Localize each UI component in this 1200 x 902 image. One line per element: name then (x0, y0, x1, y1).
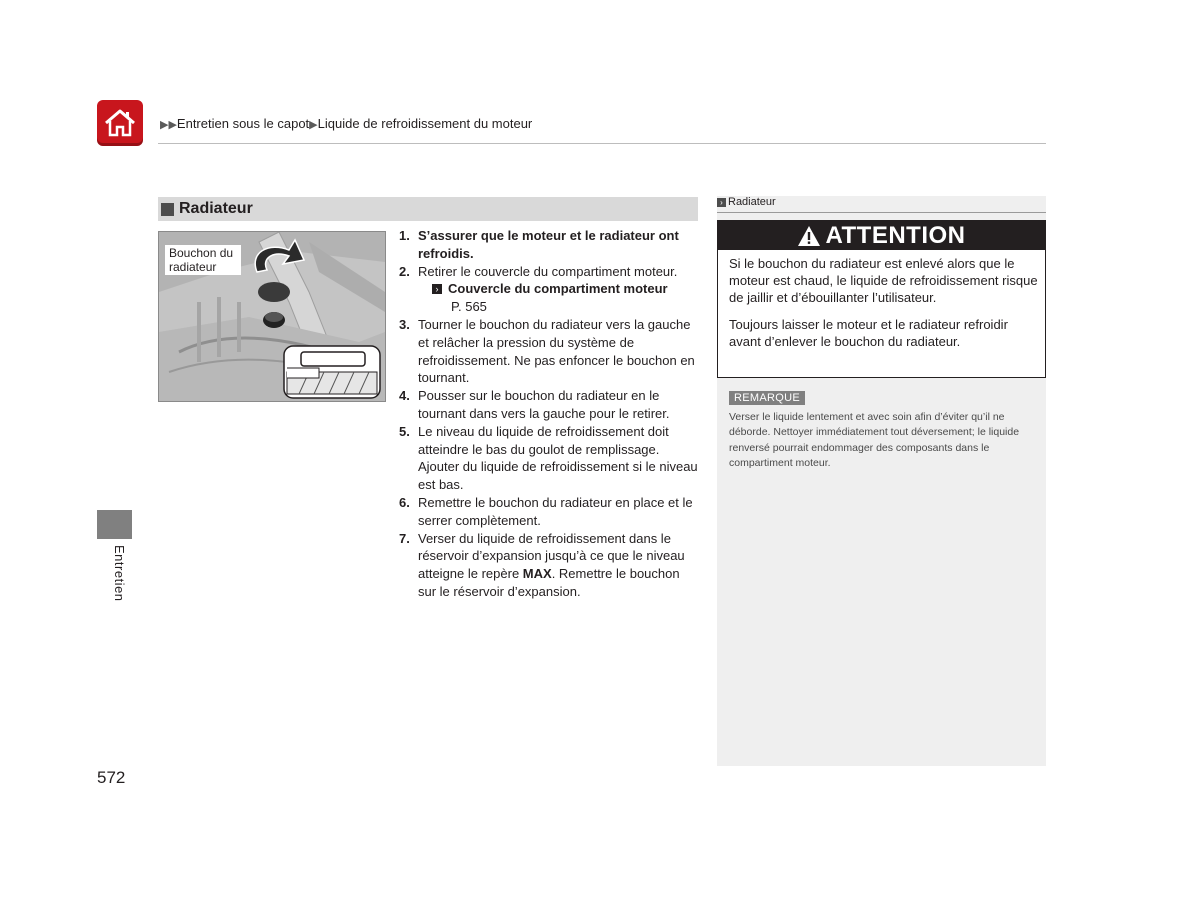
step-number: 3. (399, 316, 410, 332)
page-number: 572 (97, 768, 126, 787)
chapter-tab[interactable] (97, 510, 132, 539)
step-item (399, 530, 699, 601)
step-text: Tourner le bouchon du radiateur vers la gauche et relâcher la pression du système de refroidissement. Ne pas enfoncer le bouchon en tournant. (418, 316, 695, 386)
notes-reference-label: Radiateur (728, 196, 776, 208)
step-number: 1. (399, 228, 410, 243)
reference-page: P. 565 (451, 299, 487, 315)
section-marker-icon (161, 203, 174, 216)
step-item (399, 423, 699, 494)
step-text: Le niveau du liquide de refroidissement doit atteindre le bas du goulot de remplissage. Ajouter du liquide de refroidissement si le niveau est bas. (418, 423, 698, 493)
notes-reference-title (717, 196, 776, 208)
header-divider (158, 143, 1046, 144)
home-icon (103, 108, 137, 138)
breadcrumb-item[interactable]: Entretien sous le capot (176, 116, 310, 131)
step-number: 2. (399, 263, 410, 279)
warning-triangle-icon (797, 225, 821, 247)
step-item (399, 316, 699, 387)
illustration-callout: Bouchon du radiateur (165, 245, 241, 275)
step-text: Pousser sur le bouchon du radiateur en le tournant dans vers la gauche pour le retirer. (418, 388, 670, 421)
step-number: 4. (399, 388, 410, 404)
step-text-part: . Remettre le bouchon sur le réservoir d’expansion. (418, 566, 680, 599)
section-heading-bar (158, 197, 698, 221)
reference-arrow-icon: › (432, 284, 442, 294)
max-mark-label: MAX (522, 566, 552, 582)
attention-paragraph: Toujours laisser le moteur et le radiateur refroidir avant d’enlever le bouchon du radiateur. (729, 317, 1008, 349)
step-text-part: Verser du liquide de refroidissement dans le réservoir d’expansion jusqu’à ce que le niveau atteigne le repère (418, 530, 685, 582)
step-text: Retirer le couvercle du compartiment moteur. (418, 263, 678, 279)
cross-reference-link[interactable] (399, 280, 699, 298)
remarque-text: Verser le liquide lentement et avec soin afin d’éviter qu’il ne déborde. Nettoyer immédiatement tout déversement; le liquide renversé pourrait endommager des composants dans le compartiment moteur. (729, 411, 1020, 470)
breadcrumb-arrow-icon: ▶ (309, 119, 318, 131)
step-number: 7. (399, 530, 410, 546)
step-number: 6. (399, 494, 410, 510)
step-item (399, 227, 699, 263)
reference-title[interactable]: Couvercle du compartiment moteur (448, 281, 668, 297)
section-title: Radiateur (179, 200, 253, 217)
attention-body (729, 255, 1039, 360)
procedure-steps (399, 227, 699, 601)
step-text: S’assurer que le moteur et le radiateur ont refroidis. (418, 228, 679, 261)
step-text: Remettre le bouchon du radiateur en place et le serrer complètement. (418, 494, 693, 528)
attention-heading: ATTENTION (825, 221, 966, 249)
step-number: 5. (399, 423, 410, 439)
chapter-label: Entretien (112, 545, 127, 602)
reference-arrow-icon: › (717, 198, 726, 207)
step-item (399, 494, 699, 530)
remarque-badge: REMARQUE (729, 391, 805, 405)
breadcrumb-item[interactable]: Liquide de refroidissement du moteur (317, 116, 533, 131)
home-button[interactable] (97, 100, 143, 146)
step-item (399, 387, 699, 423)
breadcrumb-arrow-icon: ▶▶ (160, 119, 177, 131)
attention-header (718, 221, 1045, 250)
step-item (399, 263, 699, 281)
step-text (418, 530, 699, 601)
breadcrumb (160, 116, 532, 131)
attention-paragraph: Si le bouchon du radiateur est enlevé alors que le moteur est chaud, le liquide de refroidissement risque de jaillir et d’ébouillanter l’utilisateur. (729, 256, 1038, 305)
notes-divider (717, 212, 1046, 213)
